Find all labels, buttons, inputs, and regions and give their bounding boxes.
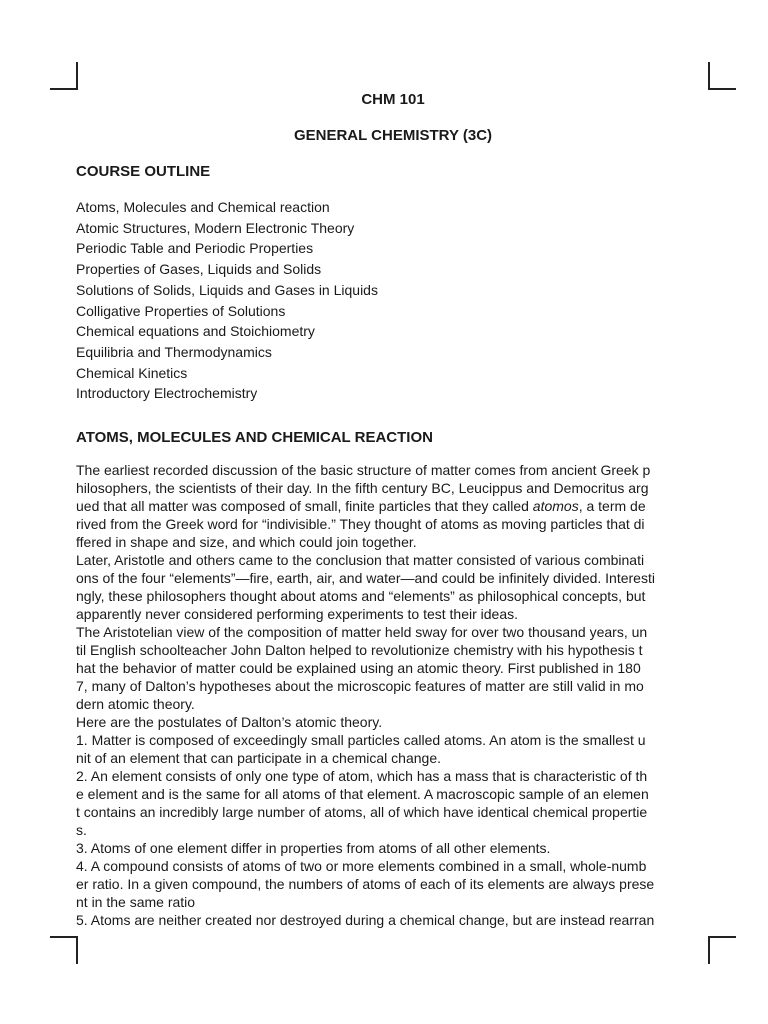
body-line: 2. An element consists of only one type of atom, which has a mass that is characteristic of th xyxy=(76,768,648,784)
section-heading: ATOMS, MOLECULES AND CHEMICAL REACTION xyxy=(76,429,433,446)
atomos-term: atomos xyxy=(532,498,579,514)
body-line: ffered in shape and size, and which could join together. xyxy=(76,534,417,550)
outline-item: Colligative Properties of Solutions xyxy=(76,302,286,319)
outline-heading: COURSE OUTLINE xyxy=(76,163,211,180)
outline-item: Equilibria and Thermodynamics xyxy=(76,343,272,360)
body-line: er ratio. In a given compound, the numbers of atoms of each of its elements are always prese xyxy=(76,876,655,892)
body-line: til English schoolteacher John Dalton helped to revolutionize chemistry with his hypothesis t xyxy=(76,642,643,658)
body-line: rived from the Greek word for “indivisible.” They thought of atoms as moving particles that di xyxy=(76,516,645,532)
body-line: 5. Atoms are neither created nor destroyed during a chemical change, but are instead rearran xyxy=(76,912,655,928)
body-line: hilosophers, the scientists of their day. In the fifth century BC, Leucippus and Democritus arg xyxy=(76,480,649,496)
outline-item: Chemical equations and Stoichiometry xyxy=(76,323,315,340)
body-line: Later, Aristotle and others came to the conclusion that matter consisted of various combinati xyxy=(76,552,645,568)
body-line: e element and is the same for all atoms of that element. A macroscopic sample of an elemen xyxy=(76,786,649,802)
outline-item: Chemical Kinetics xyxy=(76,364,188,381)
body-line: 4. A compound consists of atoms of two or more elements combined in a small, whole-numb xyxy=(76,858,647,874)
body-line: 1. Matter is composed of exceedingly small particles called atoms. An atom is the smallest u xyxy=(76,732,646,748)
crop-mark-bottom-left xyxy=(50,936,78,964)
body-line: 3. Atoms of one element differ in properties from atoms of all other elements. xyxy=(76,840,551,856)
body-line: apparently never considered performing experiments to test their ideas. xyxy=(76,606,519,622)
body-line: ons of the four “elements”—fire, earth, air, and water—and could be infinitely divided. Interesti xyxy=(76,570,655,586)
outline-item: Atomic Structures, Modern Electronic Theory xyxy=(76,219,355,236)
body-line: nit of an element that can participate in a chemical change. xyxy=(76,750,441,766)
body-line: The earliest recorded discussion of the basic structure of matter comes from ancient Greek p xyxy=(76,462,651,478)
body-line xyxy=(76,497,712,515)
body-line-text: , a term de xyxy=(578,498,646,514)
section-body xyxy=(76,461,712,929)
body-line: Here are the postulates of Dalton’s atomic theory. xyxy=(76,714,383,730)
body-line: ngly, these philosophers thought about atoms and “elements” as philosophical concepts, but xyxy=(76,588,646,604)
course-title: GENERAL CHEMISTRY (3C) xyxy=(293,127,493,144)
body-line: hat the behavior of matter could be explained using an atomic theory. First published in 180 xyxy=(76,660,641,676)
body-line: 7, many of Dalton’s hypotheses about the microscopic features of matter are still valid in mo xyxy=(76,678,644,694)
outline-item: Properties of Gases, Liquids and Solids xyxy=(76,261,322,278)
outline-item: Atoms, Molecules and Chemical reaction xyxy=(76,199,330,215)
body-line: nt in the same ratio xyxy=(76,894,196,910)
outline-item: Solutions of Solids, Liquids and Gases in Liquids xyxy=(76,281,378,298)
body-line-text: ued that all matter was composed of small, finite particles that they called xyxy=(76,498,533,514)
crop-mark-top-left xyxy=(50,62,78,90)
course-code: CHM 101 xyxy=(361,91,425,108)
body-line: The Aristotelian view of the composition of matter held sway for over two thousand years, un xyxy=(76,624,648,640)
outline-item: Periodic Table and Periodic Properties xyxy=(76,240,314,257)
course-outline-list xyxy=(76,197,378,404)
body-line: s. xyxy=(76,822,87,838)
body-line: t contains an incredibly large number of atoms, all of which have identical chemical propertie xyxy=(76,804,648,820)
crop-mark-bottom-right xyxy=(708,936,736,964)
crop-mark-top-right xyxy=(708,62,736,90)
body-line: dern atomic theory. xyxy=(76,696,195,712)
outline-item: Introductory Electrochemistry xyxy=(76,385,258,402)
